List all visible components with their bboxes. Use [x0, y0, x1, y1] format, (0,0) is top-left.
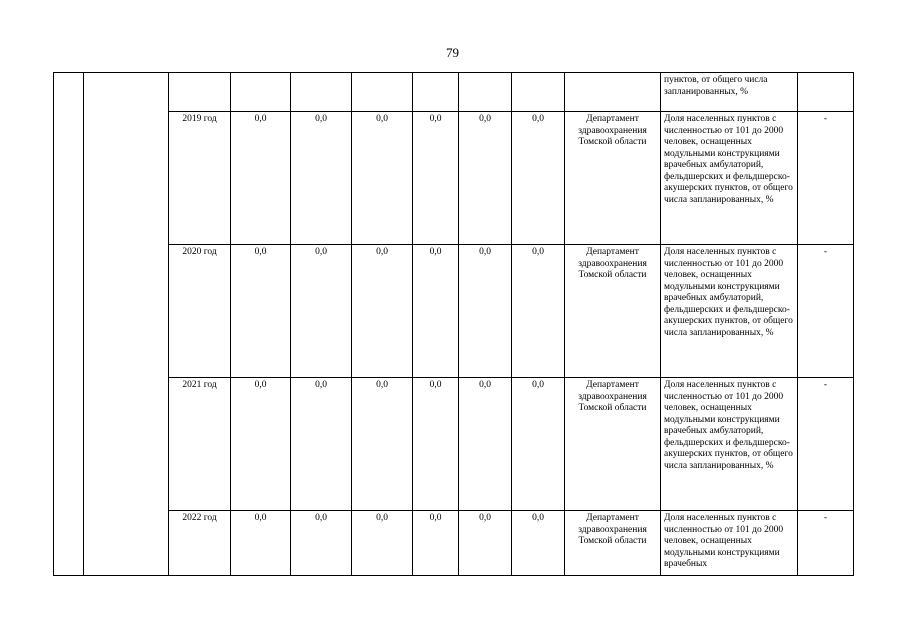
value-cell: 0,0 — [459, 245, 512, 378]
value-cell: 0,0 — [512, 245, 565, 378]
year-cell: 2019 год — [169, 112, 231, 245]
value-cell: 0,0 — [231, 112, 291, 245]
value-cell: 0,0 — [413, 378, 459, 511]
value-cell — [291, 73, 352, 112]
department-cell: Департамент здравоохранения Томской области — [565, 245, 661, 378]
indicator-cell: Доля населенных пунктов с численностью от 101 до 2000 человек, оснащенных модульными конструкциями врачебных амбулаторий, фельдшерских и фельдшерско-акушерских пунктов, от общего числа запланированных, % — [661, 245, 798, 378]
value-cell: 0,0 — [413, 511, 459, 576]
indicator-value-cell: - — [798, 112, 854, 245]
table-row — [54, 245, 854, 378]
table-row — [54, 73, 854, 112]
value-cell: 0,0 — [413, 112, 459, 245]
indicator-cell: Доля населенных пунктов с численностью от 101 до 2000 человек, оснащенных модульными конструкциями врачебных амбулаторий, фельдшерских и фельдшерско-акушерских пунктов, от общего числа запланированных, % — [661, 378, 798, 511]
value-cell — [231, 73, 291, 112]
table-row — [54, 511, 854, 576]
value-cell: 0,0 — [231, 245, 291, 378]
value-cell: 0,0 — [512, 112, 565, 245]
indicator-cell: пунктов, от общего числа запланированных, % — [661, 73, 798, 112]
department-cell — [565, 73, 661, 112]
indicator-value-cell: - — [798, 245, 854, 378]
value-cell: 0,0 — [352, 511, 413, 576]
year-cell: 2022 год — [169, 511, 231, 576]
value-cell — [512, 73, 565, 112]
year-cell — [169, 73, 231, 112]
value-cell: 0,0 — [231, 511, 291, 576]
indicator-cell: Доля населенных пунктов с численностью от 101 до 2000 человек, оснащенных модульными конструкциями врачебных амбулаторий, фельдшерских и фельдшерско-акушерских пунктов, от общего числа запланированных, % — [661, 112, 798, 245]
department-cell: Департамент здравоохранения Томской области — [565, 112, 661, 245]
value-cell: 0,0 — [512, 511, 565, 576]
table-row — [54, 378, 854, 511]
indicator-value-cell: - — [798, 511, 854, 576]
value-cell — [413, 73, 459, 112]
department-cell: Департамент здравоохранения Томской области — [565, 378, 661, 511]
value-cell: 0,0 — [413, 245, 459, 378]
value-cell — [459, 73, 512, 112]
value-cell: 0,0 — [352, 378, 413, 511]
value-cell: 0,0 — [291, 511, 352, 576]
value-cell — [352, 73, 413, 112]
value-cell: 0,0 — [291, 112, 352, 245]
indicator-value-cell: - — [798, 378, 854, 511]
value-cell: 0,0 — [512, 378, 565, 511]
number-cell — [54, 73, 84, 576]
value-cell: 0,0 — [291, 378, 352, 511]
value-cell: 0,0 — [352, 245, 413, 378]
value-cell: 0,0 — [459, 378, 512, 511]
year-cell: 2021 год — [169, 378, 231, 511]
value-cell: 0,0 — [459, 112, 512, 245]
page-number: 79 — [446, 45, 459, 60]
value-cell: 0,0 — [231, 378, 291, 511]
indicator-cell: Доля населенных пунктов с численностью от 101 до 2000 человек, оснащенных модульными конструкциями врачебных — [661, 511, 798, 576]
value-cell: 0,0 — [352, 112, 413, 245]
department-cell: Департамент здравоохранения Томской области — [565, 511, 661, 576]
program-table — [53, 72, 854, 576]
value-cell: 0,0 — [459, 511, 512, 576]
event-name-cell — [84, 73, 169, 576]
indicator-value-cell — [798, 73, 854, 112]
value-cell: 0,0 — [291, 245, 352, 378]
table-row — [54, 112, 854, 245]
year-cell: 2020 год — [169, 245, 231, 378]
